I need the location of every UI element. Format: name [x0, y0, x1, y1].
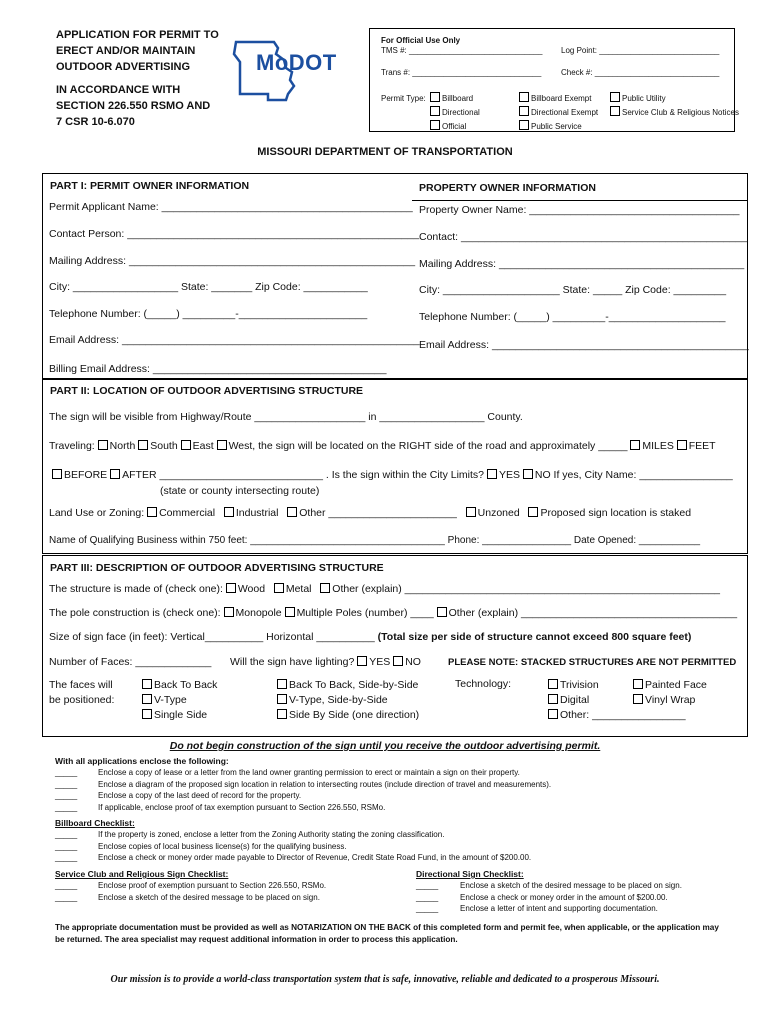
qualifying-business-field[interactable]: Name of Qualifying Business within 750 feet: ___________________________________ Phone: ________________ Date Opened: ___________: [49, 535, 701, 546]
checkbox-icon[interactable]: [610, 106, 620, 116]
property-owner-title: PROPERTY OWNER INFORMATION: [419, 182, 596, 194]
list-item: _____ If the property is zoned, enclose a letter from the Zoning Authority stating the zoning classification.: [55, 830, 445, 839]
checkbox-icon[interactable]: [430, 106, 440, 116]
statute-line: 7 CSR 10-6.070: [56, 116, 135, 128]
checkbox-painted-face[interactable]: [633, 679, 643, 689]
permit-type-option[interactable]: Official: [430, 120, 480, 130]
checkbox-east[interactable]: [181, 440, 191, 450]
checkbox-unzoned[interactable]: [466, 507, 476, 517]
checkbox-north[interactable]: [98, 440, 108, 450]
checkbox-south[interactable]: [138, 440, 148, 450]
permit-type-option[interactable]: Directional Exempt: [519, 106, 598, 120]
construction-warning: Do not begin construction of the sign until you receive the outdoor advertising permit.: [169, 740, 601, 752]
checkbox-other-tech[interactable]: [548, 709, 558, 719]
check-field[interactable]: Check #: ____________________________: [561, 68, 720, 77]
checkbox-lighting-no[interactable]: [393, 656, 403, 666]
list-item: _____ Enclose proof of exemption pursuant to Section 226.550, RSMo.: [55, 881, 327, 890]
before-after-row: BEFORE AFTER ____________________________ . Is the sign within the City Limits? YES NO If yes, City Name: ________________: [52, 469, 733, 481]
permit-type-option[interactable]: Directional: [430, 106, 480, 120]
checkbox-single-side[interactable]: [142, 709, 152, 719]
list-item: _____ Enclose a check or money order in the amount of $200.00.: [416, 892, 668, 902]
checkbox-other-pole[interactable]: [437, 607, 447, 617]
checkbox-v-type[interactable]: [142, 694, 152, 704]
tms-field[interactable]: TMS #: ______________________________: [381, 46, 543, 55]
property-contact-field[interactable]: Contact: _________________________________________________: [419, 231, 748, 243]
mission-statement: Our mission is to provide a world-class transportation system that is safe, innovative, reliable and dedicated to a prosperous Missouri.: [110, 974, 660, 985]
checkbox-industrial[interactable]: [224, 507, 234, 517]
permit-type-col3: [610, 92, 739, 120]
sign-size-field[interactable]: Size of sign face (in feet): Vertical__________ Horizontal __________: [49, 631, 375, 643]
materials-label: The structure is made of (check one):: [49, 583, 223, 595]
checkbox-city-yes[interactable]: [487, 469, 497, 479]
checkbox-back-to-back[interactable]: [142, 679, 152, 689]
size-limit-note: (Total size per side of structure cannot exceed 800 square feet): [377, 631, 692, 643]
trans-field[interactable]: Trans #: _____________________________: [381, 68, 542, 77]
property-owner-name-field[interactable]: Property Owner Name: ____________________________________: [419, 204, 740, 216]
email-field[interactable]: Email Address: ___________________________________________________: [49, 334, 420, 346]
checkbox-other-material[interactable]: [320, 583, 330, 593]
list-item: _____ Enclose a sketch of the desired message to be placed on sign.: [55, 892, 320, 902]
land-use-row: Land Use or Zoning: Commercial Industrial Other ______________________ Unzoned Proposed sign location is staked: [49, 507, 692, 519]
checkbox-city-no[interactable]: [523, 469, 533, 479]
technology-col2: Painted Face Vinyl Wrap: [633, 678, 707, 708]
part2-title: PART II: LOCATION OF OUTDOOR ADVERTISING STRUCTURE: [50, 385, 364, 397]
enclose-title: With all applications enclose the following:: [55, 756, 229, 766]
pole-row: The pole construction is (check one): Monopole Multiple Poles (number) ____ Other (explain) _____________________________________: [49, 607, 738, 619]
checkbox-icon[interactable]: [519, 106, 529, 116]
checkbox-wood[interactable]: [226, 583, 236, 593]
list-item: _____ Enclose a letter of intent and supporting documentation.: [416, 904, 658, 913]
checkbox-west[interactable]: [217, 440, 227, 450]
positioned-label: The faces will be positioned:: [49, 679, 115, 706]
checkbox-v-type-side[interactable]: [277, 694, 287, 704]
checkbox-multiple-poles[interactable]: [285, 607, 295, 617]
list-item: _____ Enclose a diagram of the proposed sign location in relation to intersecting routes (include direction of travel and measurements).: [55, 779, 552, 789]
part1-title: PART I: PERMIT OWNER INFORMATION: [50, 180, 250, 192]
checkbox-miles[interactable]: [630, 440, 640, 450]
form-title-line: APPLICATION FOR PERMIT TO: [56, 29, 219, 41]
checkbox-commercial[interactable]: [147, 507, 157, 517]
materials-row: The structure is made of (check one): Wood Metal Other (explain) ______________________________________________________: [49, 583, 720, 595]
modot-logo: [228, 36, 358, 102]
city-state-zip-field[interactable]: City: __________________ State: _______ Zip Code: ___________: [49, 281, 368, 293]
documentation-note: The appropriate documentation must be provided as well as NOTARIZATION ON THE BACK of this completed form and permit fee, when applicable, or the application may be returned. The area specialist may request additional information in order to process this application.: [55, 923, 719, 944]
traveling-row: Traveling: North South East West, the sign will be located on the RIGHT side of the road and approximately _____ MILES FEET: [49, 440, 716, 452]
checkbox-icon[interactable]: [519, 92, 529, 102]
list-item: _____ Enclose a copy of the last deed of record for the property.: [55, 791, 302, 800]
mailing-address-field[interactable]: Mailing Address: _________________________________________________: [49, 255, 416, 267]
directional-checklist-title: Directional Sign Checklist:: [416, 869, 524, 879]
billboard-checklist-title: Billboard Checklist:: [55, 818, 135, 828]
checkbox-after[interactable]: [110, 469, 120, 479]
billboard-list: [55, 829, 531, 864]
permit-type-option[interactable]: Billboard: [430, 92, 480, 106]
statute-reference: [56, 82, 210, 130]
permit-type-option[interactable]: Public Service: [519, 120, 598, 130]
list-item: _____ If applicable, enclose proof of tax exemption pursuant to Section 226.550, RSMo.: [55, 802, 386, 812]
checkbox-side-by-side[interactable]: [277, 709, 287, 719]
highway-route-field[interactable]: The sign will be visible from Highway/Route ___________________ in __________________ County.: [49, 411, 523, 423]
permit-type-col2: [519, 92, 598, 130]
service-list: [55, 880, 326, 903]
permit-type-label: Permit Type:: [381, 94, 426, 103]
checkbox-vinyl-wrap[interactable]: [633, 694, 643, 704]
checkbox-icon[interactable]: [430, 120, 440, 130]
logo-text: MoDOT: [256, 50, 337, 75]
size-row: [49, 631, 691, 643]
directional-list: [416, 880, 682, 915]
positions-col2: Back To Back, Side-by-Side V-Type, Side-by-Side Side By Side (one direction): [277, 678, 419, 723]
part2-box: [42, 378, 748, 554]
contact-person-field[interactable]: Contact Person: __________________________________________________: [49, 228, 420, 240]
technology-label: Technology:: [455, 678, 512, 690]
checkbox-back-to-back-side[interactable]: [277, 679, 287, 689]
checkbox-feet[interactable]: [677, 440, 687, 450]
list-item: _____ Enclose a check or money order made payable to Director of Revenue, Credit State Road Fund, in the amount of $200.00.: [55, 853, 532, 862]
divider: [412, 200, 747, 201]
lighting-label: Will the sign have lighting?: [230, 656, 355, 668]
checkbox-trivision[interactable]: [548, 679, 558, 689]
intersecting-route-note: (state or county intersecting route): [160, 485, 320, 497]
list-item: _____ Enclose copies of local business license(s) for the qualifying business.: [55, 841, 347, 851]
list-item: _____ Enclose a copy of lease or a letter from the land owner granting permission to erect or maintain a sign on their property.: [55, 768, 520, 777]
stacked-structures-note: PLEASE NOTE: STACKED STRUCTURES ARE NOT PERMITTED: [448, 657, 737, 668]
checkbox-monopole[interactable]: [224, 607, 234, 617]
part3-title: PART III: DESCRIPTION OF OUTDOOR ADVERTISING STRUCTURE: [50, 562, 384, 574]
checkbox-lighting-yes[interactable]: [357, 656, 367, 666]
permit-type-option[interactable]: Billboard Exempt: [519, 92, 598, 106]
land-use-label: Land Use or Zoning:: [49, 507, 145, 519]
checkbox-icon[interactable]: [519, 120, 529, 130]
log-point-field[interactable]: Log Point: ___________________________: [561, 46, 720, 55]
checkbox-icon[interactable]: [610, 92, 620, 102]
enclose-list: [55, 767, 551, 813]
checkbox-icon[interactable]: [430, 92, 440, 102]
form-title-line: OUTDOOR ADVERTISING: [56, 61, 191, 73]
property-city-field[interactable]: City: ____________________ State: _____ Zip Code: _________: [419, 284, 727, 296]
lighting-row: Will the sign have lighting? YES NO: [230, 656, 421, 668]
property-mailing-field[interactable]: Mailing Address: __________________________________________: [419, 258, 745, 270]
department-heading: MISSOURI DEPARTMENT OF TRANSPORTATION: [257, 146, 513, 158]
statute-line: SECTION 226.550 RSMO AND: [56, 100, 211, 112]
checkbox-other-zoning[interactable]: [287, 507, 297, 517]
property-telephone-field[interactable]: Telephone Number: (_____) _________-____________________: [419, 311, 726, 323]
technology-col1: Trivision Digital Other: ________________: [548, 678, 686, 723]
telephone-field[interactable]: Telephone Number: (_____) _________-______________________: [49, 308, 368, 320]
list-item: _____ Enclose a sketch of the desired message to be placed on sign.: [416, 881, 682, 890]
permit-applicant-field[interactable]: Permit Applicant Name: ___________________________________________: [49, 201, 413, 213]
form-title: [56, 27, 219, 75]
permit-type-option[interactable]: Service Club & Religious Notices: [610, 106, 739, 120]
service-club-checklist-title: Service Club and Religious Sign Checklist:: [55, 869, 229, 879]
property-email-field[interactable]: Email Address: ____________________________________________: [419, 339, 749, 351]
checkbox-digital[interactable]: [548, 694, 558, 704]
permit-type-col1: [430, 92, 480, 130]
checkbox-staked[interactable]: [528, 507, 538, 517]
positions-col1: Back To Back V-Type Single Side: [142, 678, 217, 723]
billing-email-field[interactable]: Billing Email Address: ________________________________________: [49, 363, 387, 375]
checkbox-before[interactable]: [52, 469, 62, 479]
checkbox-metal[interactable]: [274, 583, 284, 593]
traveling-label: Traveling:: [49, 440, 95, 452]
pole-label: The pole construction is (check one):: [49, 607, 221, 619]
form-title-line: ERECT AND/OR MAINTAIN: [56, 45, 196, 57]
statute-line: IN ACCORDANCE WITH: [56, 84, 181, 96]
official-use-title: For Official Use Only: [381, 36, 461, 45]
permit-type-option[interactable]: Public Utility: [610, 92, 739, 106]
number-of-faces-field[interactable]: Number of Faces: _____________: [49, 656, 212, 668]
